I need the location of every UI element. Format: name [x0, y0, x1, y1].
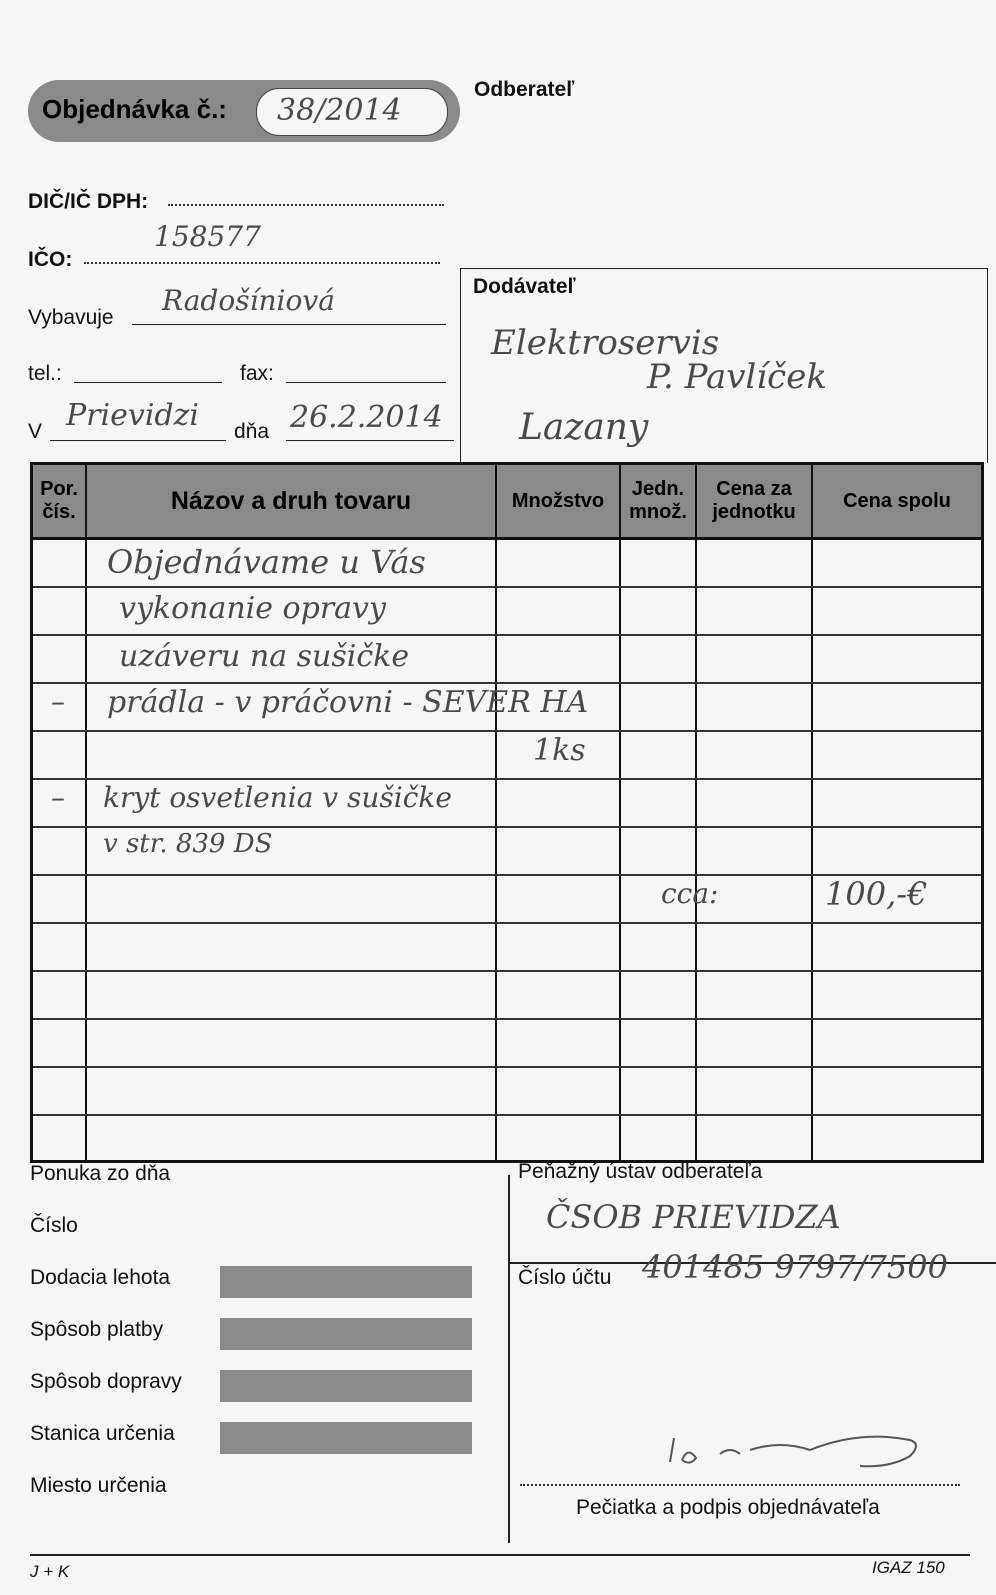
column-divider: [495, 465, 497, 1160]
footer-left: J + K: [30, 1562, 70, 1581]
date-label: dňa: [234, 420, 270, 443]
table-header: [33, 465, 981, 540]
row-divider: [33, 586, 981, 588]
row-divider: [33, 922, 981, 924]
item-line: uzáveru na sušičke: [119, 639, 410, 674]
date-value: 26.2.2014: [290, 400, 443, 435]
place-label: V: [28, 420, 43, 443]
delivery-term-label: Dodacia lehota: [30, 1266, 171, 1289]
fax-label: fax:: [240, 362, 274, 385]
footer-form-code: IGAZ 150: [872, 1558, 945, 1577]
col-por-header: Por. čís.: [40, 478, 78, 523]
dic-field: [168, 204, 444, 206]
transport-method-bar: [220, 1370, 472, 1402]
transport-method-label: Spôsob dopravy: [30, 1370, 182, 1393]
date-field: [286, 440, 454, 441]
row-divider: [33, 730, 981, 732]
ico-field: [84, 262, 440, 264]
row-divider: [33, 778, 981, 780]
bottom-divider: [508, 1175, 510, 1543]
destination-station-bar: [220, 1422, 472, 1454]
col-unit-price-header: Cena za jednotku: [712, 478, 796, 523]
approx-total: 100,-€: [825, 875, 928, 913]
ico-label: IČO:: [28, 248, 73, 271]
offer-date-label: Ponuka zo dňa: [30, 1162, 171, 1185]
order-number: 38/2014: [277, 93, 402, 128]
supplier-label: Dodávateľ: [473, 275, 576, 298]
tel-label: tel.:: [28, 362, 62, 385]
column-divider: [619, 465, 621, 1160]
supplier-city: Lazany: [519, 407, 649, 448]
supplier-person: P. Pavlíček: [647, 357, 827, 397]
tel-field: [74, 382, 222, 383]
supplier-box: [460, 268, 988, 463]
handled-by-value: Radošíniová: [162, 284, 335, 317]
signature-mark: [660, 1410, 940, 1480]
row-divider: [33, 1114, 981, 1116]
destination-station-label: Stanica určenia: [30, 1422, 175, 1445]
row-divider: [33, 682, 981, 684]
payment-method-bar: [220, 1318, 472, 1350]
delivery-term-bar: [220, 1266, 472, 1298]
col-name-header: Názov a druh tovaru: [170, 486, 412, 515]
item-por: –: [51, 781, 65, 814]
row-divider: [33, 970, 981, 972]
items-table: [30, 462, 984, 1163]
item-line: vykonanie opravy: [119, 591, 386, 626]
fax-field: [286, 382, 446, 383]
stamp-signature-label: Pečiatka a podpis objednávateľa: [576, 1496, 880, 1519]
row-divider: [33, 826, 981, 828]
offer-number-label: Číslo: [30, 1214, 78, 1237]
column-divider: [85, 465, 87, 1160]
place-field: [50, 440, 226, 441]
row-divider: [33, 1066, 981, 1068]
customer-label: Odberateľ: [474, 78, 575, 101]
bank-label: Peňažný ústav odberateľa: [518, 1160, 763, 1183]
col-qty-header: Množstvo: [511, 489, 605, 512]
item-line: Objednávame u Vás: [107, 543, 426, 581]
dic-label: DIČ/IČ DPH:: [28, 190, 149, 213]
ico-value: 158577: [154, 220, 261, 253]
handled-by-label: Vybavuje: [28, 306, 114, 329]
item-line: kryt osvetlenia v sušičke: [103, 781, 452, 814]
bank-value: ČSOB PRIEVIDZA: [546, 1198, 841, 1236]
supplier-name: Elektroservis: [491, 323, 720, 363]
col-unit-header: Jedn. množ.: [629, 478, 687, 523]
column-divider: [811, 465, 813, 1160]
col-total-header: Cena spolu: [843, 489, 951, 512]
order-header: [28, 80, 460, 142]
row-divider: [33, 1018, 981, 1020]
item-por: –: [51, 685, 65, 718]
item-quantity: 1ks: [533, 733, 586, 768]
place-value: Prievidzi: [66, 398, 200, 433]
item-line: prádla - v práčovni - SEVER HA: [107, 685, 589, 720]
row-divider: [33, 634, 981, 636]
order-label: Objednávka č.:: [42, 94, 227, 124]
approx-label: cca:: [661, 877, 719, 910]
order-number-box: [256, 88, 448, 136]
footer-rule: [30, 1554, 970, 1556]
account-value: 401485 9797/7500: [642, 1248, 948, 1286]
item-line: v str. 839 DS: [103, 829, 273, 859]
account-label: Číslo účtu: [518, 1266, 612, 1289]
column-divider: [695, 465, 697, 1160]
signature-line: [520, 1484, 960, 1486]
destination-place-label: Miesto určenia: [30, 1474, 167, 1497]
handled-by-field: [132, 324, 446, 325]
payment-method-label: Spôsob platby: [30, 1318, 164, 1341]
